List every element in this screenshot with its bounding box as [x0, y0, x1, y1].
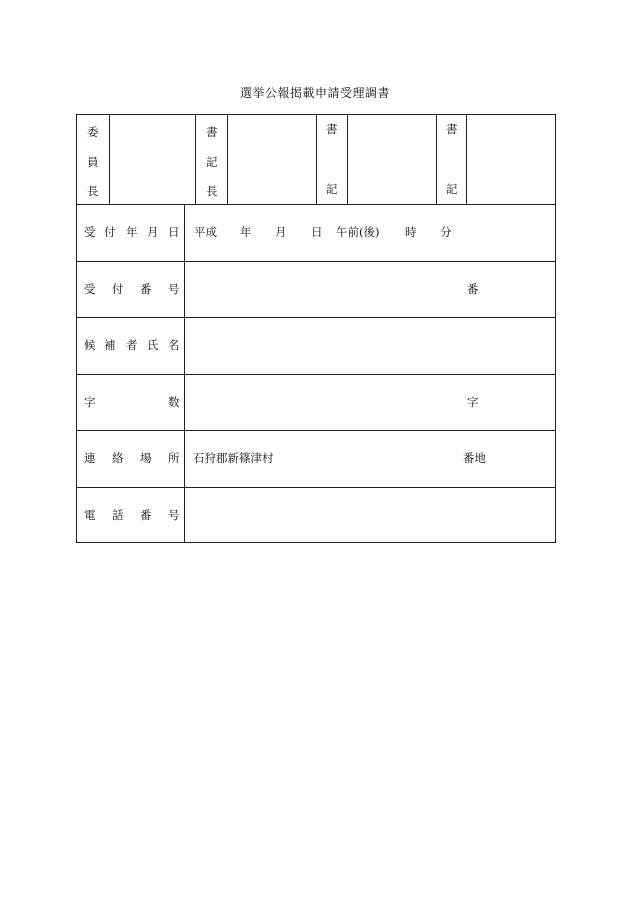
row-divider — [77, 317, 555, 318]
application-form-table: 委 員 長 書 記 長 書 記 書 記 受 付 年 月 日 平成 年 月 日 午前(後) 時 分 受 付 番 号 番 候 補 者 氏 名 字 数 字 連 絡 場 所 石狩郡新篠津村 番地 電 話 番 号 — [76, 114, 556, 543]
reception-date-era: 平成 — [194, 225, 217, 239]
approval-divider — [436, 115, 437, 205]
reception-date-ampm: 午前(後) — [336, 225, 380, 239]
document-title: 選挙公報掲載申請受理調書 — [239, 86, 390, 100]
approval-divider — [316, 115, 317, 205]
reception-number-unit: 番 — [467, 282, 479, 296]
label-column-divider — [184, 204, 185, 543]
row-divider — [77, 261, 555, 262]
row-divider — [77, 374, 555, 375]
approval-divider — [347, 115, 348, 205]
reception-date-year: 年 — [240, 225, 252, 239]
committee-chair-label: 委 員 長 — [87, 125, 99, 198]
reception-date-day: 日 — [311, 225, 323, 239]
approval-divider — [227, 115, 228, 205]
approval-divider — [109, 115, 110, 205]
approval-divider — [466, 115, 467, 205]
clerk-label-2: 書 記 — [446, 122, 458, 196]
reception-date-hour: 時 — [405, 225, 417, 239]
chief-clerk-label: 書 記 長 — [206, 125, 218, 198]
contact-address-value: 石狩郡新篠津村 — [193, 451, 274, 465]
row-divider — [77, 487, 555, 488]
contact-address-unit: 番地 — [463, 451, 486, 465]
char-count-unit: 字 — [467, 395, 479, 409]
reception-date-month: 月 — [275, 225, 287, 239]
clerk-label-1: 書 記 — [326, 122, 338, 196]
approval-divider — [195, 115, 196, 205]
row-divider — [77, 430, 555, 431]
reception-date-minute: 分 — [440, 225, 452, 239]
